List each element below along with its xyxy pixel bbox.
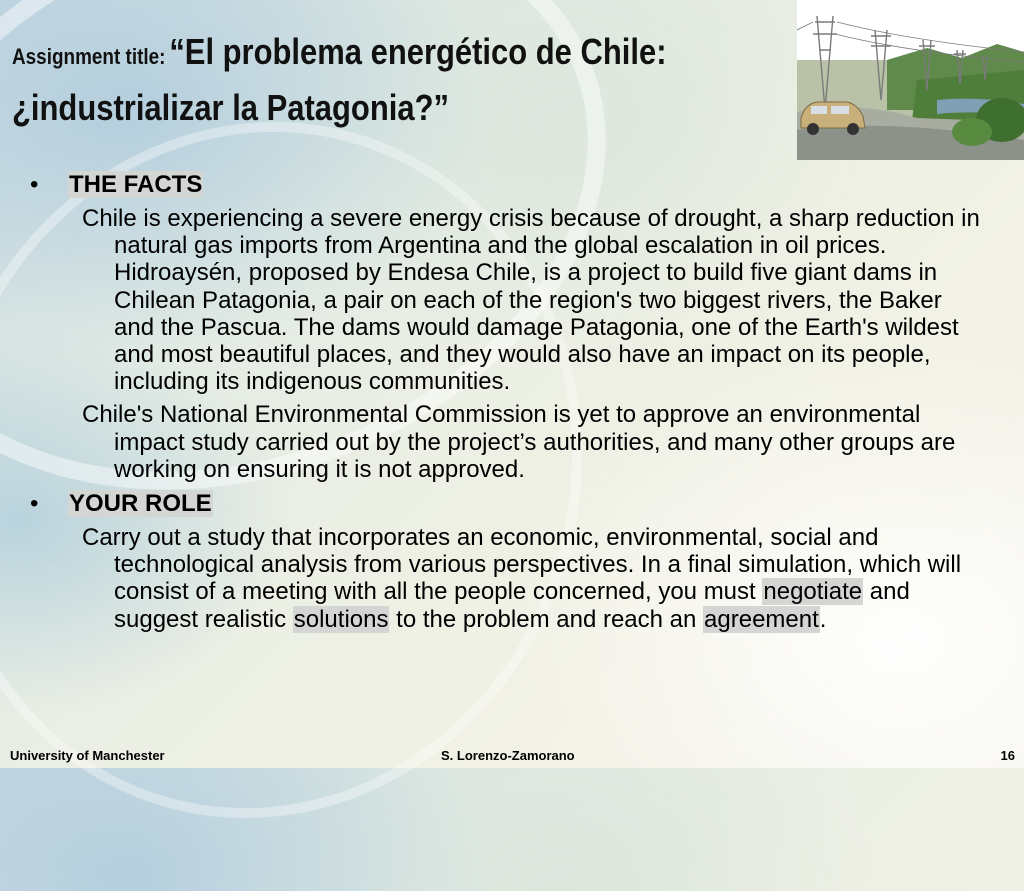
highlight-agreement: agreement — [704, 605, 819, 633]
facts-paragraph-1: Chile is experiencing a severe energy crisis because of drought, a sharp reduction in natural gas imports from Argentina and the global escalation in oil prices. Hidroaysén, proposed by Endesa Chile, is a project to build five giant dams in Chilean Patagonia, a pair on each of the region's two biggest rivers, the Baker and the Pascua. The dams would damage Patagonia, one of the Earth's wildest and most beautiful places, and they would also have an impact on its people, including its indigenous communities. — [82, 205, 980, 396]
role-text: to the problem and reach an — [389, 605, 704, 633]
section-heading-facts — [30, 170, 980, 200]
title-main: “El problema energético de Chile: ¿industrializar la Patagonia?” — [12, 31, 667, 128]
role-text: and suggest realistic — [114, 578, 910, 633]
slide-footer — [0, 748, 1024, 766]
slide-body — [30, 168, 980, 639]
footer-page-number: 16 — [1000, 748, 1015, 763]
role-text: . — [819, 605, 827, 633]
heading-the-facts: THE FACTS — [69, 171, 203, 198]
power-lines-illustration — [797, 0, 1024, 160]
role-text: Carry out a study that incorporates an economic, environmental, social and technological analysis from various perspectives. In a final simulation, which will consist of a meeting with all the people concerned, you must — [82, 524, 962, 606]
section-heading-role — [30, 489, 980, 519]
footer-author: S. Lorenzo-Zamorano — [441, 748, 575, 763]
bullet: • — [30, 171, 39, 198]
slide-title — [12, 28, 683, 140]
highlight-solutions: solutions — [293, 605, 389, 633]
bullet: • — [30, 490, 39, 518]
title-prefix: Assignment title: — [12, 44, 166, 69]
power-lines-photo — [797, 0, 1024, 160]
role-paragraph — [30, 524, 980, 633]
footer-institution: University of Manchester — [10, 748, 165, 763]
heading-your-role: YOUR ROLE — [69, 490, 212, 518]
highlight-negotiate: negotiate — [763, 578, 863, 606]
facts-paragraph-2: Chile's National Environmental Commission is yet to approve an environmental impact study carried out by the project’s authorities, and many other groups are working on ensuring it is not approved. — [82, 401, 956, 483]
